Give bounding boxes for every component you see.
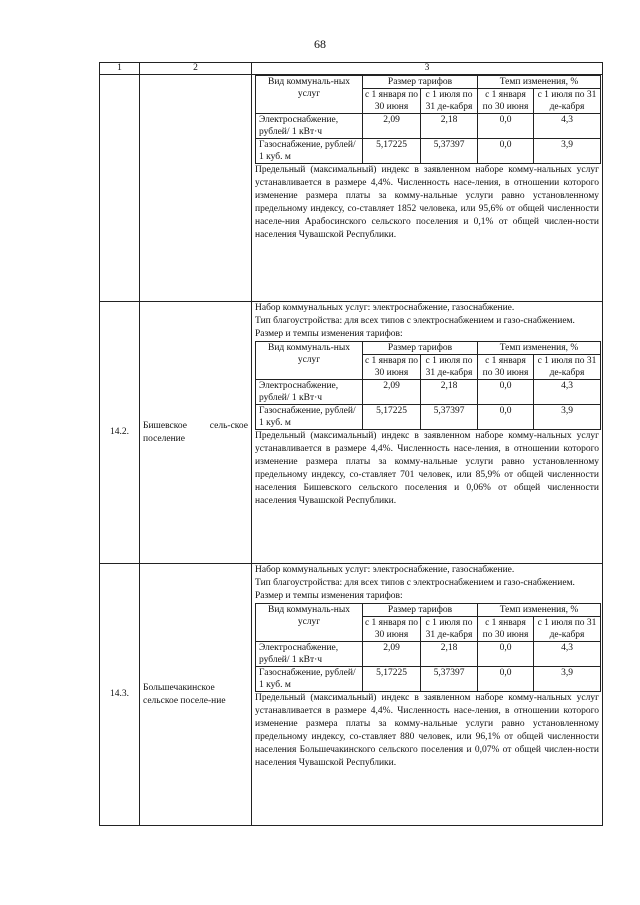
tariff-value: 2,18 bbox=[421, 114, 478, 139]
index-paragraph: Предельный (максимальный) индекс в заявленном наборе комму-нальных услуг устанавливается в размере 4,4%. Численность насе-ления, в отношении которого изменение размера платы за комму-нальные услуги равно установленному предельному индексу, со-ставляет 880 человек, или 96,1% от общей численности населения Большечакинского сельского поселения и 0,07% от общей числен-ности населения Чувашской Республики. bbox=[255, 693, 599, 768]
index-paragraph: Предельный (максимальный) индекс в заявленном наборе комму-нальных услуг устанавливается в размере 4,4%. Численность насе-ления, в отношении которого изменение размера платы за комму-нальные услуги равно установленному предельному индексу, со-ставляет 701 человек, или 85,9% от общей численности населения Бишевского сельского поселения и 0,06% от общей численности населения Чувашской Республики. bbox=[255, 431, 599, 506]
tariff-value: 5,37397 bbox=[421, 667, 478, 692]
row-number: 14.3. bbox=[100, 564, 140, 826]
tariff-rate: 0,0 bbox=[478, 642, 534, 667]
tariff-rate: 4,3 bbox=[534, 114, 601, 139]
period-header: с 1 июля по 31 де-кабря bbox=[421, 617, 478, 642]
tariff-table bbox=[255, 603, 601, 692]
tariff-rate: 4,3 bbox=[534, 380, 601, 405]
table-row bbox=[100, 302, 603, 564]
period-header: с 1 января по 30 июня bbox=[363, 355, 421, 380]
tariff-value: 5,37397 bbox=[421, 139, 478, 164]
tariff-rate-header: Темп изменения, % bbox=[478, 76, 601, 89]
document-table bbox=[99, 62, 603, 826]
period-header: с 1 июля по 31 де-кабря bbox=[534, 617, 601, 642]
period-header: с 1 января по 30 июня bbox=[478, 89, 534, 114]
tariff-rate: 3,9 bbox=[534, 405, 601, 430]
index-paragraph: Предельный (максимальный) индекс в заявленном наборе комму-нальных услуг устанавливается в размере 4,4%. Численность насе-ления, в отношении которого изменение размера платы за комму-нальные услуги равно установленному предельному индексу, со-ставляет 1852 человека, или 95,6% от общей численности населе-ния Арабосинского сельского поселения и 0,1% от общей числен-ности населения Чувашской Республики. bbox=[255, 165, 599, 240]
tariff-rate: 0,0 bbox=[478, 405, 534, 430]
tariff-value: 2,09 bbox=[363, 114, 421, 139]
page-number: 68 bbox=[314, 37, 326, 51]
tariff-value: 2,18 bbox=[421, 642, 478, 667]
tariff-service: Газоснабжение, рублей/ 1 куб. м bbox=[256, 667, 363, 692]
tariff-kind-header: Вид коммуналь-ных услуг bbox=[256, 342, 363, 380]
period-header: с 1 июля по 31 де-кабря bbox=[534, 355, 601, 380]
header-cell: 1 bbox=[100, 63, 140, 75]
tariff-rate-header: Темп изменения, % bbox=[478, 342, 601, 355]
tariff-size-header: Размер тарифов bbox=[363, 604, 478, 617]
row-number bbox=[100, 75, 140, 302]
header-cell: 3 bbox=[252, 63, 603, 75]
row-number: 14.2. bbox=[100, 302, 140, 564]
tariff-rate: 3,9 bbox=[534, 139, 601, 164]
header-row bbox=[100, 63, 603, 75]
tariff-rates-line: Размер и темпы изменения тарифов: bbox=[255, 329, 403, 339]
tariff-value: 5,37397 bbox=[421, 405, 478, 430]
row-content bbox=[252, 75, 603, 302]
tariff-table bbox=[255, 75, 601, 164]
row-content bbox=[252, 564, 603, 826]
table-row bbox=[100, 564, 603, 826]
tariff-service: Электроснабжение, рублей/ 1 кВт·ч bbox=[256, 114, 363, 139]
row-name: Бишевское сель-ское поселение bbox=[140, 302, 252, 564]
tariff-rate: 4,3 bbox=[534, 642, 601, 667]
tariff-value: 2,09 bbox=[363, 380, 421, 405]
period-header: с 1 июля по 31 де-кабря bbox=[421, 355, 478, 380]
period-header: с 1 января по 30 июня bbox=[478, 617, 534, 642]
period-header: с 1 января по 30 июня bbox=[363, 617, 421, 642]
table-row bbox=[100, 75, 603, 302]
tariff-rates-line: Размер и темпы изменения тарифов: bbox=[255, 591, 403, 601]
period-header: с 1 января по 30 июня bbox=[363, 89, 421, 114]
tariff-value: 5,17225 bbox=[363, 667, 421, 692]
tariff-kind-header: Вид коммуналь-ных услуг bbox=[256, 76, 363, 114]
tariff-service: Газоснабжение, рублей/ 1 куб. м bbox=[256, 405, 363, 430]
tariff-table bbox=[255, 341, 601, 430]
improvement-type-line: Тип благоустройства: для всех типов с электроснабжением и газо-снабжением. bbox=[255, 316, 575, 326]
tariff-value: 5,17225 bbox=[363, 405, 421, 430]
header-cell: 2 bbox=[140, 63, 252, 75]
tariff-value: 2,09 bbox=[363, 642, 421, 667]
tariff-rate: 0,0 bbox=[478, 380, 534, 405]
improvement-type-line: Тип благоустройства: для всех типов с электроснабжением и газо-снабжением. bbox=[255, 578, 575, 588]
period-header: с 1 июля по 31 де-кабря bbox=[421, 89, 478, 114]
period-header: с 1 июля по 31 де-кабря bbox=[534, 89, 601, 114]
services-set-line: Набор коммунальных услуг: электроснабжение, газоснабжение. bbox=[255, 565, 515, 575]
tariff-rate-header: Темп изменения, % bbox=[478, 604, 601, 617]
tariff-kind-header: Вид коммуналь-ных услуг bbox=[256, 604, 363, 642]
tariff-rate: 0,0 bbox=[478, 139, 534, 164]
tariff-size-header: Размер тарифов bbox=[363, 342, 478, 355]
tariff-rate: 3,9 bbox=[534, 667, 601, 692]
services-set-line: Набор коммунальных услуг: электроснабжение, газоснабжение. bbox=[255, 303, 515, 313]
tariff-rate: 0,0 bbox=[478, 114, 534, 139]
tariff-service: Электроснабжение, рублей/ 1 кВт·ч bbox=[256, 380, 363, 405]
period-header: с 1 января по 30 июня bbox=[478, 355, 534, 380]
row-name: Большечакинское сельское поселе-ние bbox=[140, 564, 252, 826]
tariff-value: 5,17225 bbox=[363, 139, 421, 164]
tariff-service: Газоснабжение, рублей/ 1 куб. м bbox=[256, 139, 363, 164]
tariff-service: Электроснабжение, рублей/ 1 кВт·ч bbox=[256, 642, 363, 667]
tariff-value: 2,18 bbox=[421, 380, 478, 405]
tariff-rate: 0,0 bbox=[478, 667, 534, 692]
row-name bbox=[140, 75, 252, 302]
row-content bbox=[252, 302, 603, 564]
tariff-size-header: Размер тарифов bbox=[363, 76, 478, 89]
